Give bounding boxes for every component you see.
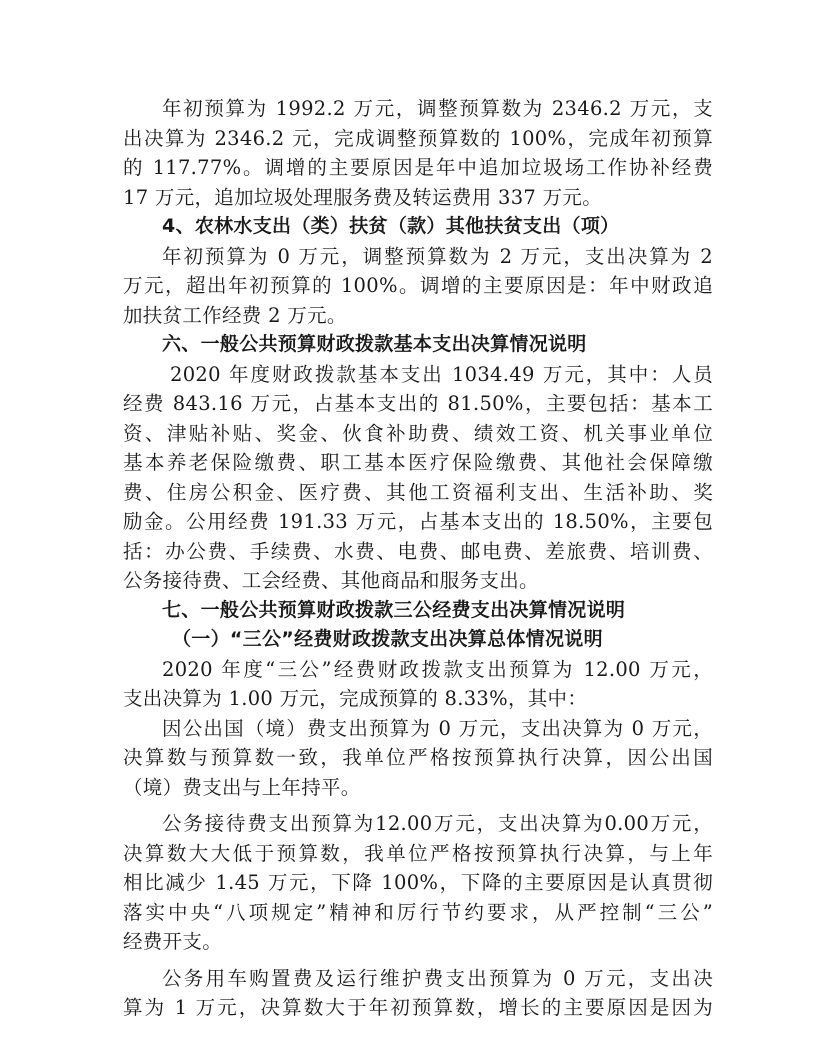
paragraph-line: 出决算为 2346.2 元，完成调整预算数的 100%，完成年初预算: [123, 126, 713, 150]
paragraph-line: 公务接待费支出预算为12.00万元，支出决算为0.00万元，: [162, 812, 713, 835]
paragraph-line: 经费 843.16 万元，占基本支出的 81.50%，主要包括：基本工: [123, 392, 713, 415]
paragraph-line: 资、津贴补贴、奖金、伙食补助费、绩效工资、机关事业单位: [123, 421, 713, 445]
paragraph-line: 2020 年度财政拨款基本支出 1034.49 万元，其中：人员: [170, 362, 713, 386]
paragraph-line: 落实中央“八项规定”精神和厉行节约要求，从严控制“三公”: [123, 900, 713, 924]
paragraph-line: 相比减少 1.45 万元，下降 100%，下降的主要原因是认真贯彻: [123, 871, 713, 894]
paragraph-line: 励金。公用经费 191.33 万元，占基本支出的 18.50%，主要包: [123, 510, 713, 533]
paragraph-line: 公务用车购置费及运行维护费支出预算为 0 万元，支出决: [162, 966, 713, 990]
section-heading: 4、农林水支出（类）扶贫（款）其他扶贫支出（项）: [162, 215, 620, 237]
paragraph-line: 算为 1 万元，决算数大于年初预算数，增长的主要原因是因为: [123, 996, 713, 1019]
subsection-heading: （一）“三公”经费财政拨款支出决算总体情况说明: [172, 628, 603, 650]
section-heading: 七、一般公共预算财政拨款三公经费支出决算情况说明: [162, 598, 626, 621]
paragraph-line: 决算数大大低于预算数，我单位严格按预算执行决算，与上年: [123, 841, 713, 865]
paragraph-line: 年初预算为 1992.2 万元，调整预算数为 2346.2 万元，支: [162, 97, 713, 120]
paragraph-line: 基本养老保险缴费、职工基本医疗保险缴费、其他社会保障缴: [123, 451, 713, 474]
paragraph-line: 2020 年度“三公”经费财政拨款支出预算为 12.00 万元，: [162, 657, 713, 681]
paragraph-line: 决算数与预算数一致，我单位严格按预算执行决算，因公出国: [123, 746, 713, 769]
paragraph-line: 因公出国（境）费支出预算为 0 万元，支出决算为 0 万元，: [162, 716, 713, 740]
paragraph-line: 的 117.77%。调增的主要原因是年中追加垃圾场工作协补经费: [123, 156, 713, 179]
paragraph-line: 经费开支。: [123, 930, 223, 953]
paragraph-line: 支出决算为 1.00 万元，完成预算的 8.33%，其中：: [123, 687, 588, 710]
paragraph-line: （境）费支出与上年持平。: [123, 775, 361, 799]
paragraph-line: 万元，超出年初预算的 100%。调增的主要原因是：年中财政追: [123, 274, 713, 297]
paragraph-line: 括：办公费、手续费、水费、电费、邮电费、差旅费、培训费、: [123, 539, 713, 563]
paragraph-line: 公务接待费、工会经费、其他商品和服务支出。: [123, 569, 539, 592]
paragraph-line: 费、住房公积金、医疗费、其他工资福利支出、生活补助、奖: [123, 480, 713, 504]
section-heading: 六、一般公共预算财政拨款基本支出决算情况说明: [162, 333, 587, 355]
paragraph-line: 年初预算为 0 万元，调整预算数为 2 万元，支出决算为 2: [162, 244, 713, 268]
document-page: [123, 94, 713, 1023]
paragraph-line: 17 万元，追加垃圾处理服务费及转运费用 337 万元。: [123, 185, 603, 209]
paragraph-line: 加扶贫工作经费 2 万元。: [123, 303, 347, 327]
